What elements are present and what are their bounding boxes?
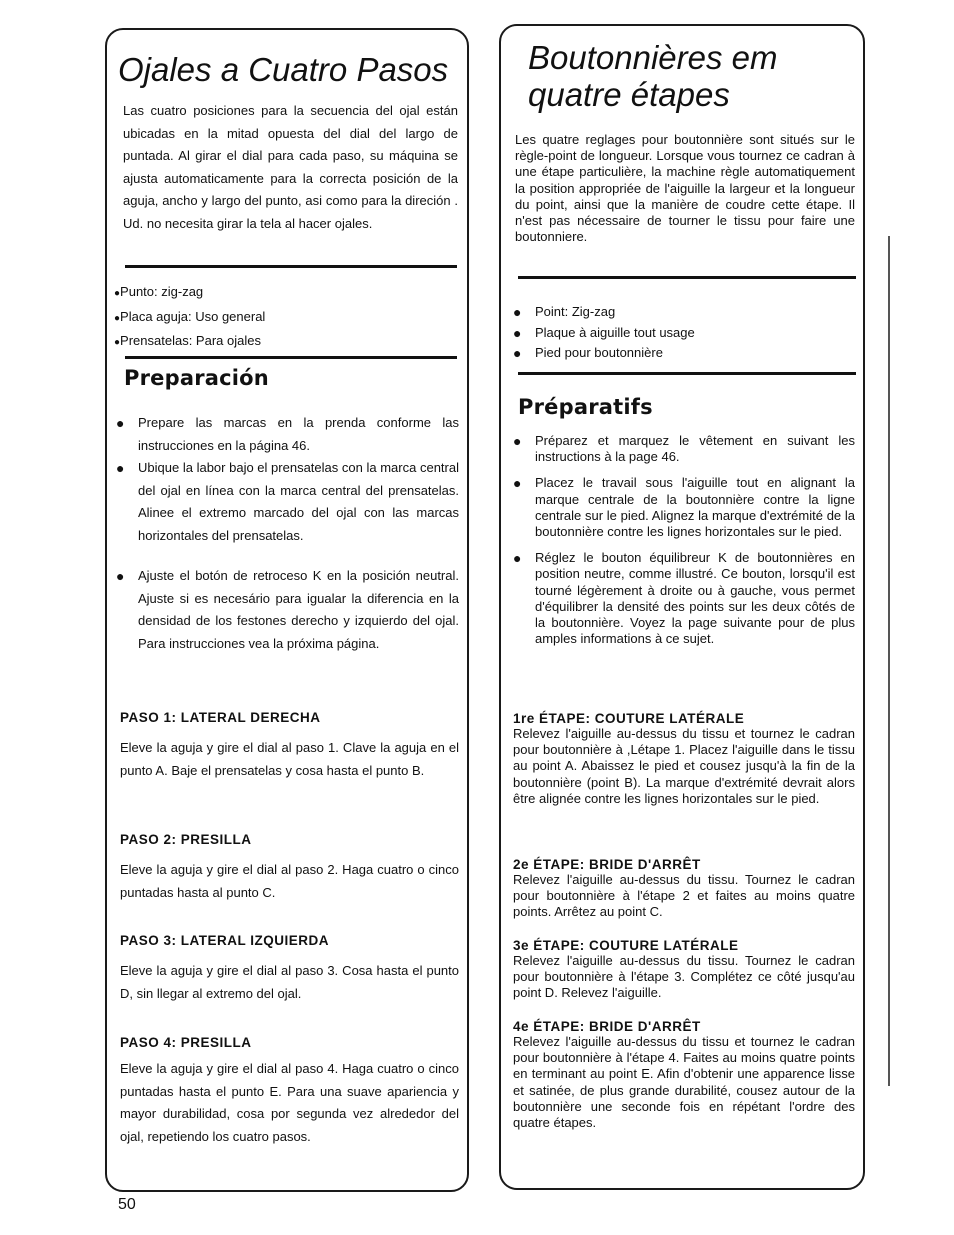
- left-intro-text: Las cuatro posiciones para la secuencia del ojal están ubicadas en la mitad opuesta del dial del largo de puntada. Al girar el dial para cada paso, su máquina se ajusta automaticamente para la correcta posición de la aguja, ancho y largo del punto, asi como para la direción . Ud. no necesita girar la tela al hacer ojales.: [123, 103, 458, 231]
- bullet-icon: ●: [513, 433, 522, 449]
- right-page-title: Boutonnières em quatre étapes: [528, 39, 778, 113]
- bullet-icon: ●: [513, 550, 522, 567]
- step-title: PASO 1: LATERAL DERECHA: [120, 710, 321, 725]
- bullet-icon: ●: [513, 324, 522, 341]
- left-divider-2: [125, 356, 457, 359]
- left-prep-item: ● Prepare las marcas en la prenda conforme las instrucciones en la página 46.: [116, 412, 459, 457]
- step-title: 2e ÉTAPE: BRIDE D'ARRÊT: [513, 857, 701, 872]
- left-step-4: [120, 1035, 459, 1148]
- step-text: Relevez l'aiguille au-dessus du tissu. Tournez le cadran pour boutonnière à l'étape 2 et faites au moins quatre points. Arrêtez au point C.: [513, 872, 855, 920]
- left-prep-item: ● Ubique la labor bajo el prensatelas con la marca central del ojal en línea con la marca central del prensatelas. Alinee el extremo marcado del ojal con las marcas horizontales del prensatelas.: [116, 457, 459, 547]
- left-step-1: [120, 710, 459, 782]
- step-title: PASO 3: LATERAL IZQUIERDA: [120, 933, 330, 948]
- step-text: Eleve la aguja y gire el dial al paso 2. Haga cuatro o cinco puntadas hasta al punto C.: [120, 862, 459, 900]
- margin-rule: [888, 236, 890, 1086]
- bullet-icon: ●: [513, 475, 522, 492]
- bullet-icon: ●: [116, 568, 125, 584]
- right-step-2: [513, 857, 855, 921]
- left-step-3: [120, 933, 459, 1005]
- right-prep-item: ● Placez le travail sous l'aiguille tout en alignant la marque centrale de la boutonnière contre la ligne centrale sur le pied. Alignez la marque d'extrémité de la boutonnière contre les lignes horizontales sur le pied.: [513, 475, 855, 540]
- bullet-icon: ●: [114, 312, 121, 324]
- step-text: Relevez l'aiguille au-dessus du tissu et tournez le cadran pour boutonnière à l'étape 4. Faites au moins quatre points en terminant au point E. Afin d'obtenir une apparence lisse et satinée, de plus grande durabilité, cousez autour de la boutonnière une seconde fois en répétant l'ordre des quatre étapes.: [513, 1034, 855, 1131]
- right-step-3: [513, 938, 855, 1002]
- step-text: Eleve la aguja y gire el dial al paso 1. Clave la aguja en el punto A. Baje el prensatelas y cosa hasta el punto B.: [120, 740, 459, 778]
- left-divider-1: [125, 265, 457, 268]
- bullet-icon: ●: [513, 304, 522, 320]
- right-setting-item: ● Pied pour boutonnière: [513, 343, 853, 364]
- bullet-icon: ●: [116, 415, 125, 431]
- left-setting-item: ●Punto: zig-zag: [114, 284, 204, 299]
- step-title: PASO 2: PRESILLA: [120, 832, 252, 847]
- left-section-heading: Preparación: [124, 366, 269, 390]
- step-text: Relevez l'aiguille au-dessus du tissu. Tournez le cadran pour boutonnière à l'étape 3. Complétez ce côté jusqu'au point D. Relevez l'aiguille.: [513, 953, 855, 1001]
- right-prep-item: ● Préparez et marquez le vêtement en suivant les instructions à la page 46.: [513, 433, 855, 465]
- step-title: 3e ÉTAPE: COUTURE LATÉRALE: [513, 938, 739, 953]
- left-setting-item: ●Prensatelas: Para ojales: [114, 333, 261, 348]
- right-setting-item: ● Plaque à aiguille tout usage: [513, 323, 853, 344]
- right-section-heading: Préparatifs: [518, 395, 653, 419]
- left-intro-block: [123, 100, 458, 235]
- right-settings-list: [513, 302, 853, 364]
- right-intro-block: [515, 132, 855, 245]
- left-step-2: [120, 832, 459, 904]
- bullet-icon: ●: [513, 345, 522, 361]
- right-prep-list: [513, 433, 855, 647]
- page-number: 50: [118, 1196, 136, 1213]
- right-divider-1: [518, 276, 856, 279]
- right-step-1: [513, 711, 855, 807]
- left-prep-item: ● Ajuste el botón de retroceso K en la posición neutral. Ajuste si es necesário para igualar la diferencia en la densidad de los festones derecho y izquierdo del ojal. Para instrucciones vea la próxima página.: [116, 565, 459, 655]
- left-setting-item: ●Placa aguja: Uso general: [114, 308, 266, 324]
- right-prep-item: ● Réglez le bouton équilibreur K de boutonnières en position neutre, comme illustré. Ce bouton, lorsqu'il est tourné légèrement à droite ou à gauche, vous permet d'équilibrer la densité des points sur les deux côtés de la boutonnière. Voyez la page suivante pour de plus amples informations à ce sujet.: [513, 550, 855, 647]
- step-text: Eleve la aguja y gire el dial al paso 3. Cosa hasta el punto D, sin llegar al extremo del ojal.: [120, 963, 459, 1001]
- step-text: Relevez l'aiguille au-dessus du tissu et tournez le cadran pour boutonnière à ,Létape 1. Placez l'aiguille dans le tissu au point A. Abaissez le pied et cousez jusqu'à la fin de la boutonnière (point B). La marque d'extrémité devrait alors être alignée contre les lignes horizontales sur le pied.: [513, 726, 855, 806]
- left-prep-list: [116, 412, 459, 655]
- right-step-4: [513, 1019, 855, 1131]
- bullet-icon: ●: [114, 288, 121, 299]
- right-setting-item: ● Point: Zig-zag: [513, 302, 853, 323]
- step-title: 4e ÉTAPE: BRIDE D'ARRÊT: [513, 1019, 701, 1034]
- left-page-title: Ojales a Cuatro Pasos: [118, 51, 449, 88]
- step-title: 1re ÉTAPE: COUTURE LATÉRALE: [513, 711, 745, 726]
- bullet-icon: ●: [114, 337, 121, 348]
- bullet-icon: ●: [116, 460, 125, 476]
- right-divider-2: [518, 372, 856, 375]
- step-text: Eleve la aguja y gire el dial al paso 4. Haga cuatro o cinco puntadas hasta el punto E. Para una suave apariencia y mayor durabilidad, cosa por segunda vez alrededor del ojal, repetiendo los cuatro pasos.: [120, 1061, 459, 1144]
- left-settings-list: [114, 281, 454, 355]
- right-intro-text: Les quatre reglages pour boutonnière sont situés sur le règle-point de longueur. Lorsque vous tournez ce cadran à une étape particulière, la machine règle automatiquement la position appropriée de l'aiguille la largeur et la longueur du point, ainsi que la manière de coudre cette étape. Il n'est pas nécessaire de tourner le tissu pour faire une boutonniere.: [515, 132, 855, 245]
- step-title: PASO 4: PRESILLA: [120, 1035, 252, 1050]
